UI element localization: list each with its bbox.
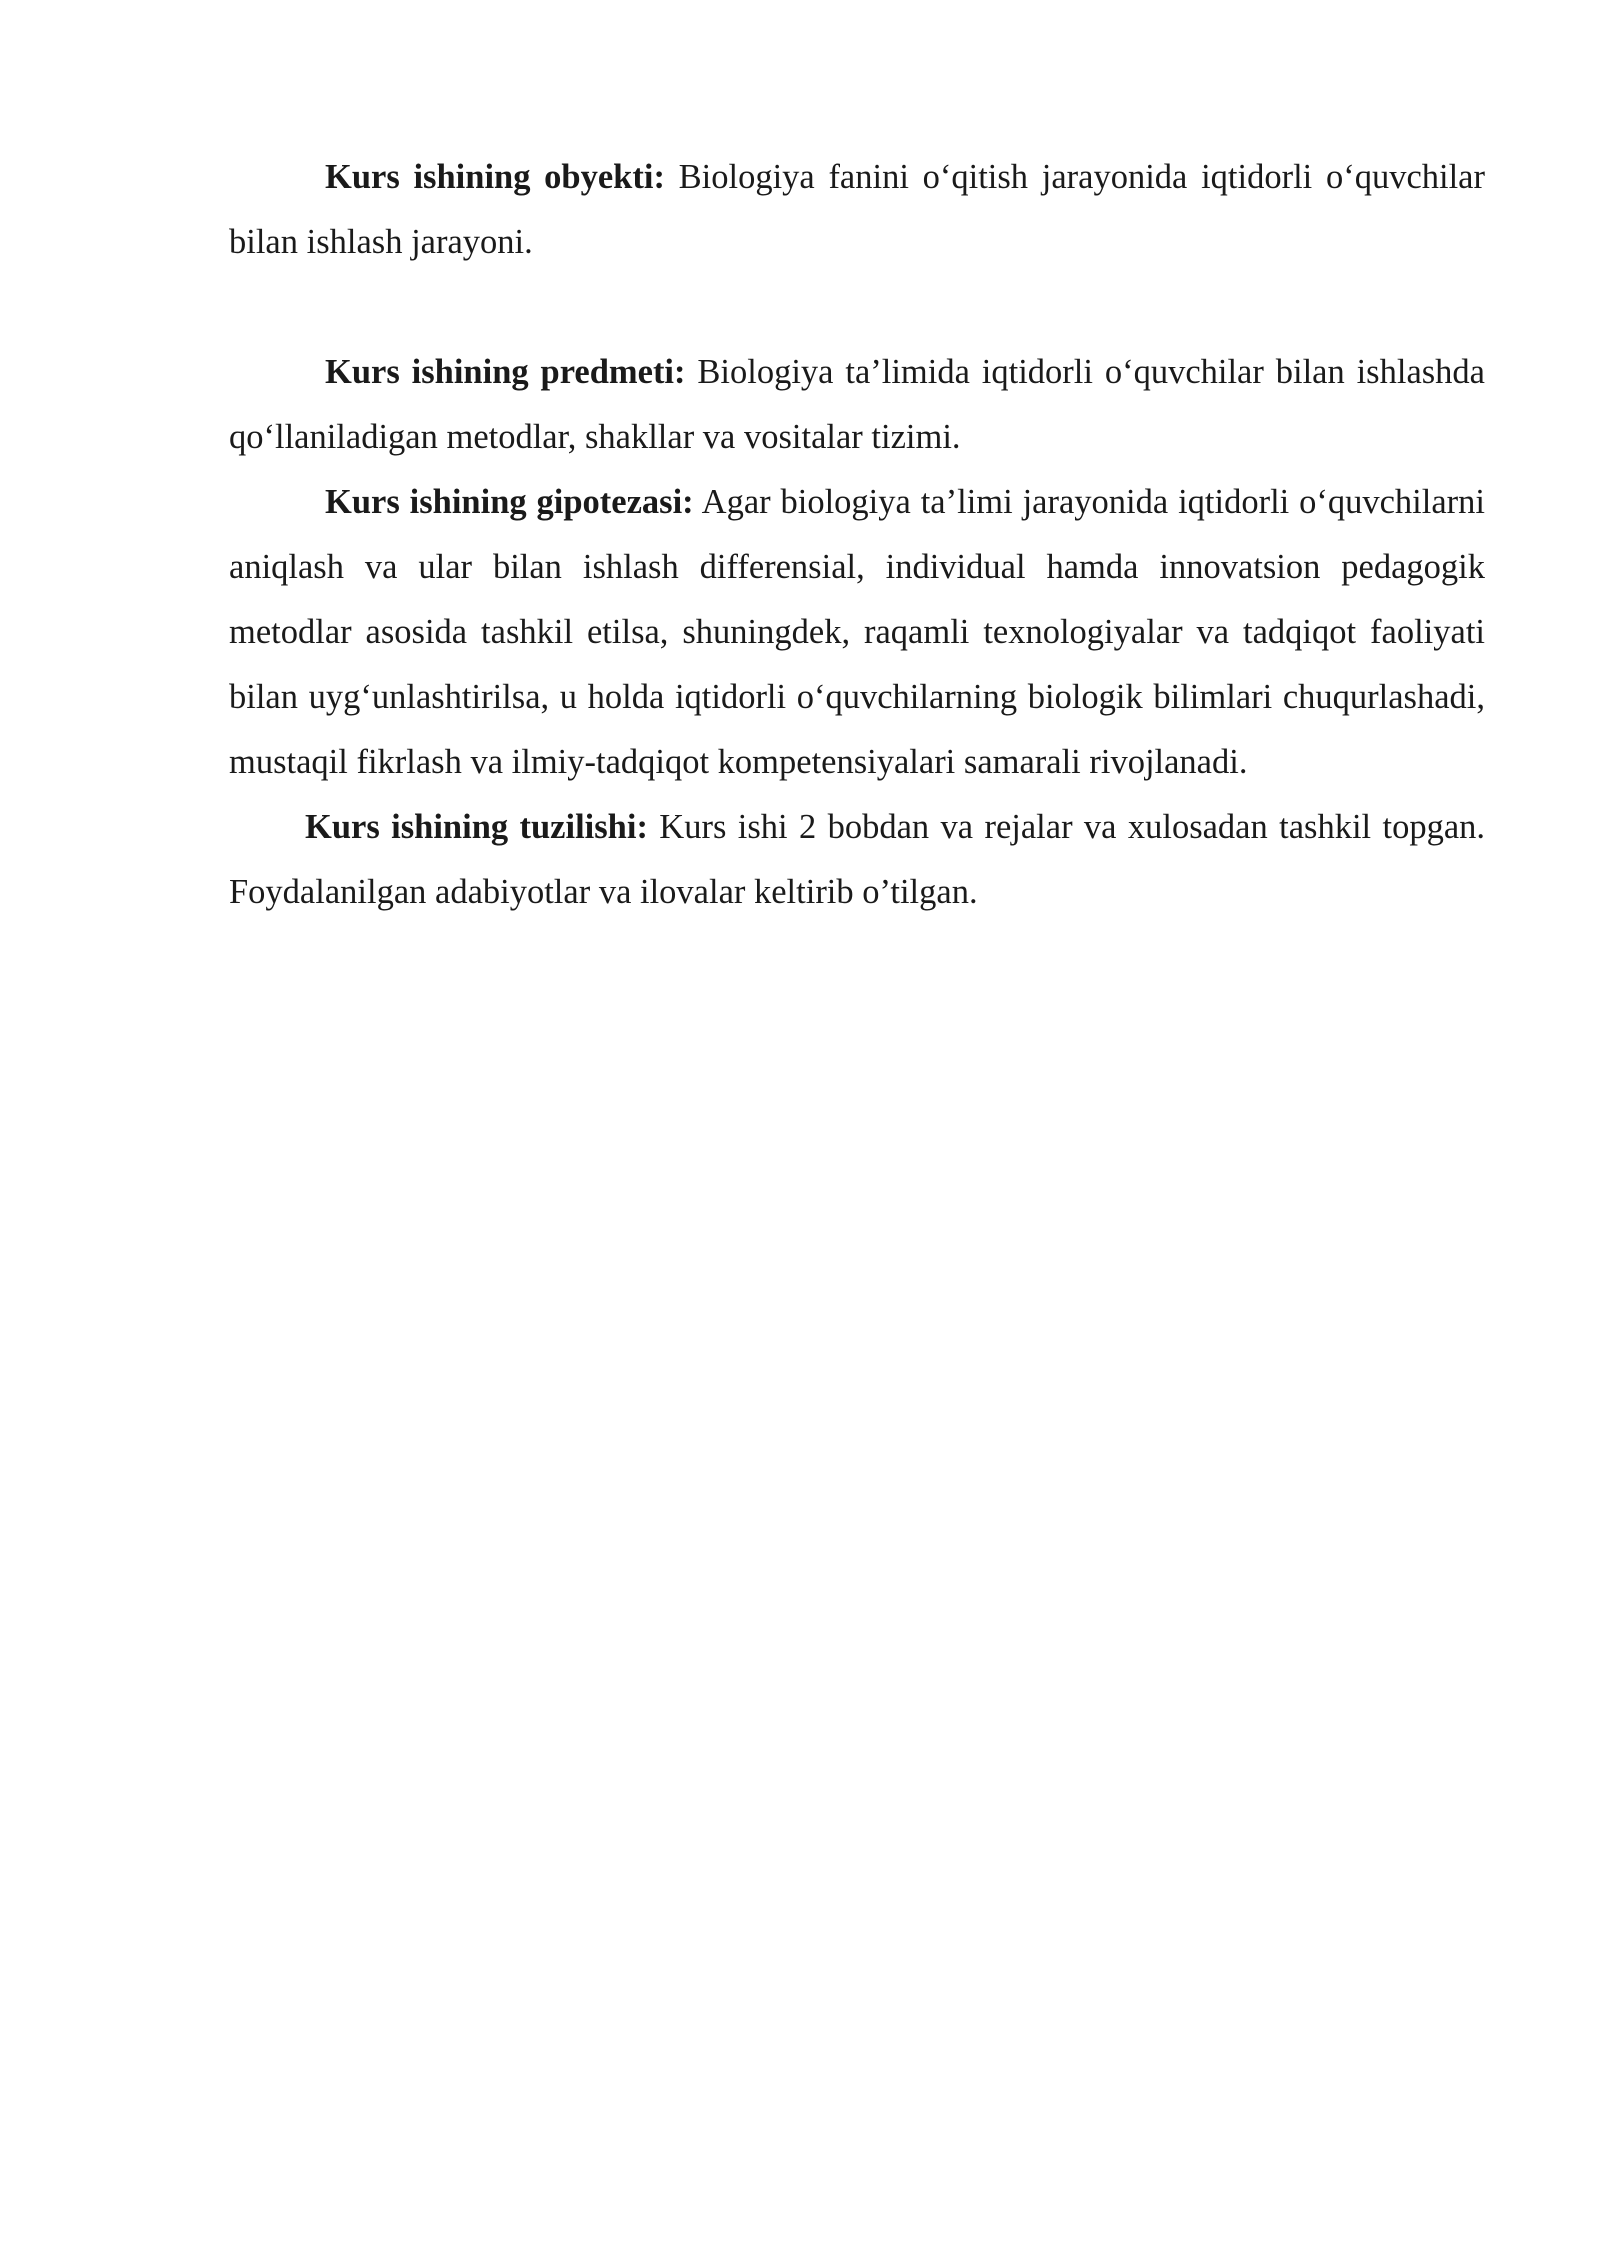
- paragraph-text: Biologiya fanini o‘qitish jarayonida iqtidorli o‘quvchilar bilan ishlash jarayoni.: [229, 158, 1485, 261]
- paragraph-text: Agar biologiya ta’limi jarayonida iqtidorli o‘quvchilarni aniqlash va ular bilan ishlash differensial, individual hamda innovatsion pedagogik metodlar asosida tashkil etilsa, shuningdek, raqamli texnologiyalar va tadqiqot faoliyati bilan uyg‘unlashtirilsa, u holda iqtidorli o‘quvchilarning biologik bilimlari chuqurlashadi, mustaqil fikrlash va ilmiy-tadqiqot kompetensiyalari samarali rivojlanadi.: [229, 483, 1485, 781]
- paragraph-label: Kurs ishining tuzilishi:: [305, 808, 648, 846]
- paragraph-structure: [229, 795, 1485, 925]
- paragraph-label: Kurs ishining predmeti:: [325, 353, 686, 391]
- paragraph-label: Kurs ishining gipotezasi:: [325, 483, 694, 521]
- paragraph-hypothesis: [229, 470, 1485, 795]
- paragraph-object: [229, 145, 1485, 275]
- paragraph-label: Kurs ishining obyekti:: [325, 158, 665, 196]
- paragraph-text: Biologiya ta’limida iqtidorli o‘quvchilar bilan ishlashda qo‘llaniladigan metodlar, shakllar va vositalar tizimi.: [229, 353, 1485, 456]
- document-body: [229, 145, 1485, 925]
- paragraph-text: Kurs ishi 2 bobdan va rejalar va xulosadan tashkil topgan. Foydalanilgan adabiyotlar va ilovalar keltirib o’tilgan.: [229, 808, 1486, 911]
- paragraph-subject: [229, 340, 1485, 470]
